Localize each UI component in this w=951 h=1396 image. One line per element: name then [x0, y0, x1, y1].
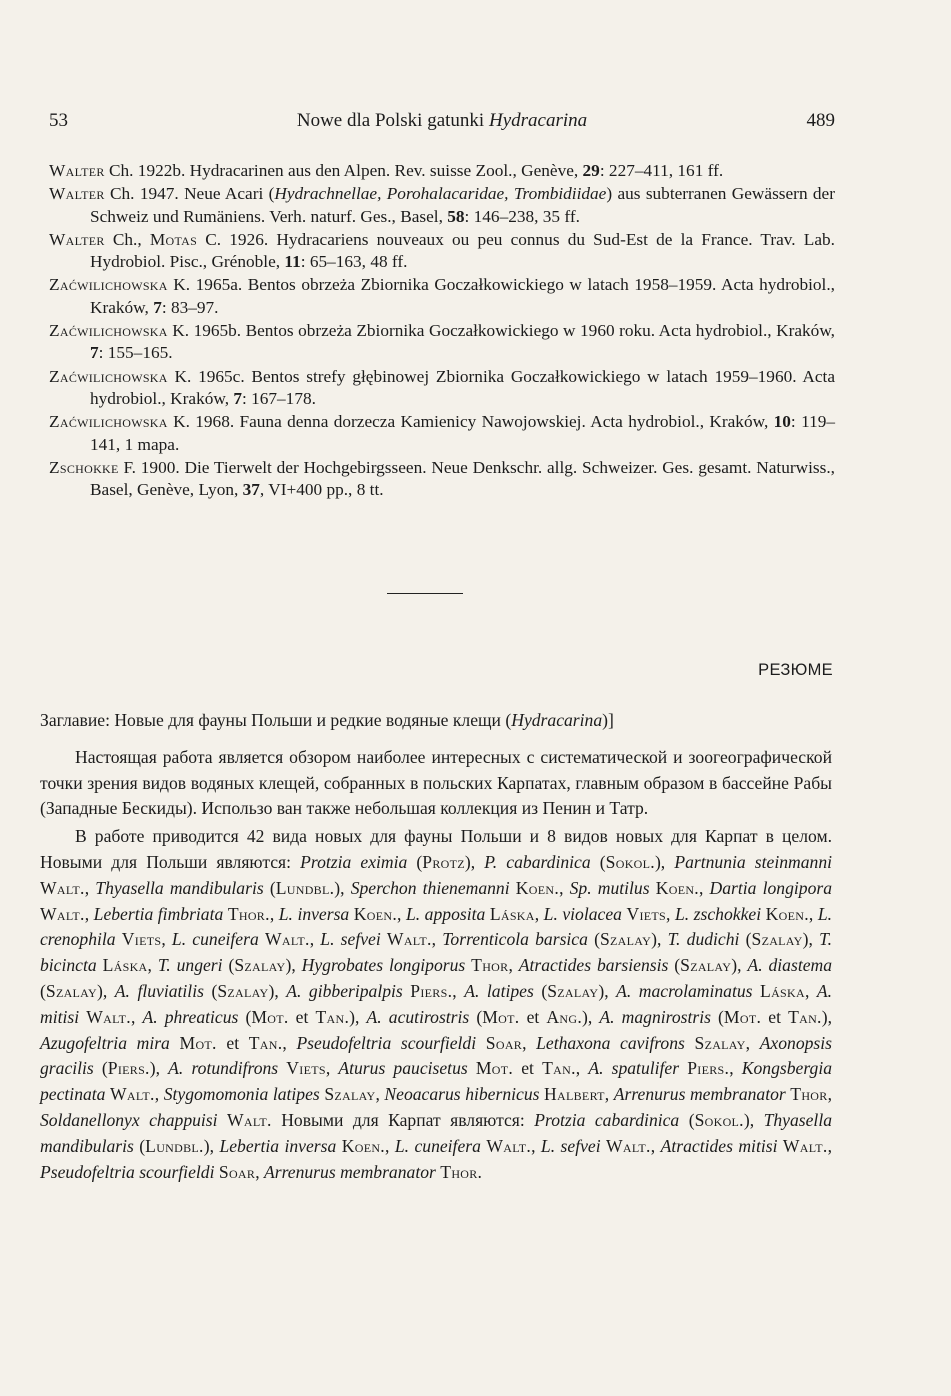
- text-segment: ),: [149, 1058, 169, 1079]
- text-segment: В работе приводится 42 вида новых для фауны Польши и 8 видов новых для Карпат в целом. Новыми для Польши являются:: [40, 826, 832, 872]
- ref-text: K. 1965a. Bentos obrzeża Zbiornika Goczałkowickiego w latach 1958–1959. Acta hydrobiol., Kraków,: [90, 275, 835, 317]
- reference-entry: [49, 229, 835, 274]
- author-abbrev: Tan.: [315, 1006, 350, 1027]
- species-name: Lethaxona cavifrons: [536, 1032, 685, 1053]
- text-segment: ),: [349, 1006, 367, 1027]
- running-header: [49, 110, 835, 136]
- species-name: Partnunia steinmanni: [674, 851, 833, 872]
- ref-volume: 7: [90, 343, 99, 363]
- text-segment: ),: [802, 929, 820, 950]
- text-segment: ,: [452, 980, 465, 1001]
- author-abbrev: Viets: [286, 1058, 326, 1079]
- species-name: Pseudofeltria scourfieldi: [296, 1032, 477, 1053]
- author-abbrev: Szalay: [547, 980, 599, 1001]
- text-segment: (: [40, 980, 46, 1001]
- text-segment: (: [222, 955, 235, 976]
- text-segment: ,: [431, 929, 443, 950]
- reference-entry: [49, 320, 835, 365]
- author-abbrev: Piers.: [410, 980, 453, 1001]
- species-name: L. cuneifera: [171, 929, 259, 950]
- ref-text: , VI+400 pp., 8 tt.: [259, 480, 384, 500]
- text-segment: ,: [650, 1135, 661, 1156]
- text-segment: [753, 981, 761, 1001]
- text-segment: ,: [827, 1084, 832, 1105]
- ref-text: : 167–178.: [242, 388, 316, 408]
- species-name: Pseudofeltria scourfieldi: [40, 1161, 215, 1182]
- text-segment: et: [216, 1032, 249, 1053]
- species-name: A. phreaticus: [142, 1006, 239, 1027]
- text-segment: ,: [827, 1135, 833, 1156]
- text-segment: ,: [729, 1058, 742, 1079]
- author-abbrev: Koen.: [655, 877, 699, 898]
- author-abbrev: Walt.: [386, 929, 432, 950]
- text-segment: (: [590, 851, 606, 872]
- ref-text: : 65–163, 48 ff.: [300, 252, 408, 272]
- text-segment: ),: [654, 851, 675, 872]
- text-segment: ,: [84, 877, 96, 898]
- text-segment: et: [761, 1006, 789, 1027]
- species-name: Thyasella mandibularis: [40, 1109, 833, 1156]
- reference-list: [49, 160, 835, 502]
- text-segment: (: [739, 929, 752, 950]
- text-segment: ),: [821, 1006, 833, 1027]
- author-abbrev: Walt.: [227, 1109, 272, 1130]
- text-segment: ,: [508, 955, 519, 976]
- ref-volume: 7: [153, 297, 162, 317]
- text-segment: ,: [309, 929, 321, 950]
- ref-text: C. 1926. Hydracariens nouveaux ou peu connus du Sud-Est de la France. Trav. Lab. Hydrobiol. Pisc., Grénoble,: [90, 229, 835, 272]
- author-abbrev: Koen.: [353, 903, 398, 924]
- ref-text: Ch. 1922b. Hydracarinen aus den Alpen. Rev. suisse Zool., Genève,: [104, 161, 583, 180]
- author-abbrev: Piers.: [687, 1058, 730, 1079]
- author-abbrev: Walt.: [782, 1135, 828, 1156]
- text-segment: (: [710, 1006, 724, 1027]
- species-name: A. rotundifrons: [168, 1058, 279, 1079]
- author-abbrev: Tan.: [248, 1032, 283, 1053]
- species-name: Stygomomonia latipes: [163, 1084, 320, 1105]
- species-name: L. sefvei: [320, 929, 381, 950]
- species-name: L. apposita: [405, 903, 486, 924]
- species-name: A. latipes: [464, 980, 534, 1001]
- text-segment: [476, 1033, 486, 1053]
- text-segment: (: [668, 955, 681, 976]
- text-segment: (: [587, 929, 600, 950]
- author-abbrev: Soar: [218, 1161, 256, 1182]
- ref-author: Zschokke: [49, 457, 119, 477]
- text-segment: [218, 1110, 227, 1130]
- species-name: Aturus paucisetus: [338, 1058, 468, 1079]
- species-name: A. mitisi: [40, 980, 833, 1027]
- ref-text: Ch.,: [104, 229, 150, 249]
- text-segment: ,: [522, 1032, 537, 1053]
- text-segment: ,: [804, 980, 817, 1001]
- author-abbrev: Szalay: [599, 929, 652, 950]
- species-name: A. acutirostris: [366, 1006, 470, 1027]
- text-segment: (: [203, 980, 218, 1001]
- species-name: Torrenticola barsica: [442, 929, 588, 950]
- text-segment: ,: [808, 903, 818, 924]
- ref-text: ) aus subterranen Gewässern der Schweiz und Rumäniens. Verh. naturf. Ges., Basel,: [90, 184, 835, 226]
- author-abbrev: Szalay: [217, 980, 269, 1001]
- text-segment: ,: [84, 903, 94, 924]
- text-segment: [685, 1033, 695, 1053]
- species-name: Dartia longipora: [709, 877, 833, 898]
- species-name: Lebertia inversa: [219, 1135, 337, 1156]
- text-segment: ),: [268, 980, 287, 1001]
- text-segment: ,: [161, 929, 172, 950]
- text-segment: ),: [97, 980, 115, 1001]
- text-segment: et: [288, 1006, 316, 1027]
- text-segment: ),: [731, 955, 748, 976]
- running-title: [49, 110, 835, 132]
- species-name: A. fluviatilis: [114, 980, 204, 1001]
- author-abbrev: Mot.: [179, 1032, 217, 1053]
- species-name: T. ungeri: [157, 955, 223, 976]
- species-name: Kongsbergia pectinata: [40, 1058, 833, 1105]
- species-name: A. magnirostris: [599, 1006, 711, 1027]
- species-name: Arrenurus membranator: [613, 1084, 786, 1105]
- text-segment: ,: [269, 903, 279, 924]
- author-abbrev: Tan.: [542, 1058, 576, 1079]
- species-name: L. violacea: [543, 903, 622, 924]
- author-abbrev: Sokol.: [605, 851, 655, 872]
- text-segment: ),: [464, 851, 485, 872]
- author-abbrev: Thor: [471, 955, 509, 976]
- species-name: A. spatulifer: [588, 1058, 680, 1079]
- author-abbrev: Koen.: [765, 903, 809, 924]
- species-name: Protzia eximia: [300, 851, 408, 872]
- text-segment: (: [533, 980, 548, 1001]
- author-abbrev: Láska: [489, 903, 535, 924]
- text-segment: [170, 1033, 180, 1053]
- ref-author: Motas: [149, 229, 198, 249]
- ref-text: K. 1965c. Bentos strefy głębinowej Zbiornika Goczałkowickiego w latach 1959–1960. Acta hydrobiol., Kraków,: [90, 366, 835, 408]
- author-abbrev: Szalay: [751, 929, 803, 950]
- species-name: Neoacarus hibernicus: [384, 1084, 540, 1105]
- ref-text: K. 1965b. Bentos obrzeża Zbiornika Goczałkowickiego w 1960 roku. Acta hydrobiol., Kraków,: [167, 321, 835, 341]
- species-name: Atractides barsiensis: [518, 955, 669, 976]
- author-abbrev: Protz: [422, 851, 465, 872]
- species-name: A. gibberipalpis: [286, 980, 403, 1001]
- author-abbrev: Tan.: [788, 1006, 822, 1027]
- author-abbrev: Piers.: [107, 1058, 150, 1079]
- species-name: Protzia cabardinica: [534, 1109, 680, 1130]
- text-segment: ),: [743, 1109, 764, 1130]
- species-name: Soldanellonyx chappuisi: [40, 1109, 218, 1130]
- species-name: Axonopsis gracilis: [40, 1032, 833, 1079]
- species-name: A. macrolaminatus: [616, 980, 753, 1001]
- author-abbrev: Sokol.: [694, 1109, 744, 1130]
- text-segment: (: [407, 851, 423, 872]
- species-name: Lebertia fimbriata: [93, 903, 224, 924]
- ref-text: Ch. 1947. Neue Acari (: [104, 184, 275, 204]
- reference-entry: [49, 366, 835, 411]
- author-abbrev: Mot.: [251, 1006, 289, 1027]
- text-segment: ,: [385, 1135, 395, 1156]
- author-abbrev: Walt.: [40, 903, 85, 924]
- text-segment: ),: [334, 877, 351, 898]
- text-segment: ,: [282, 1032, 297, 1053]
- resume-paragraph-1: Настоящая работа является обзором наиболее интересных с систематической и зоогеографической точки зрения видов водяных клещей, собранных в польских Карпатах, главным образом в бассейне Рабы (Западные Бескиды). Использо ван также небольшая коллекция из Пенин и Татр.: [40, 746, 832, 819]
- text-segment: (: [238, 1006, 252, 1027]
- author-abbrev: Walt.: [110, 1084, 155, 1105]
- species-name: Hygrobates longiporus: [301, 955, 466, 976]
- author-abbrev: Thor.: [440, 1161, 483, 1182]
- species-name: T. bicincta: [40, 929, 832, 976]
- author-abbrev: Koen.: [341, 1135, 385, 1156]
- ref-author: Zaćwilichowska: [49, 412, 168, 432]
- species-name: Atractides mitisi: [660, 1135, 778, 1156]
- text-segment: (: [93, 1058, 108, 1079]
- reference-entry: [49, 274, 835, 319]
- author-abbrev: Szalay: [234, 955, 286, 976]
- species-name: Arrenurus membranator: [263, 1161, 436, 1182]
- text-segment: ,: [699, 877, 710, 898]
- text-segment: (: [679, 1109, 695, 1130]
- resume-body: [40, 708, 832, 1185]
- author-abbrev: Walt.: [86, 1006, 131, 1027]
- species-name: Sp. mutilus: [569, 877, 650, 898]
- page-number-left: 53: [49, 110, 68, 131]
- species-name: P. cabardinica: [484, 851, 591, 872]
- ref-text: F. 1900. Die Tierwelt der Hochgebirgsseen. Neue Denkschr. allg. Schweizer. Ges. gesamt. Naturwiss., Basel, Genève, Lyon,: [90, 457, 835, 500]
- reference-entry: [49, 457, 835, 502]
- text-segment: (: [133, 1135, 146, 1156]
- ref-author: Walter: [49, 229, 105, 249]
- author-abbrev: Viets: [626, 903, 667, 924]
- ref-text: : 83–97.: [161, 297, 219, 317]
- resume-title-italic: Hydracarina: [511, 710, 603, 730]
- author-abbrev: Thor: [790, 1084, 828, 1105]
- text-segment: ),: [598, 980, 617, 1001]
- author-abbrev: Walt.: [264, 929, 310, 950]
- author-abbrev: Walt.: [606, 1135, 651, 1156]
- text-segment: ,: [604, 1084, 614, 1105]
- text-segment: ),: [285, 955, 302, 976]
- text-segment: ,: [559, 877, 570, 898]
- text-segment: Новыми для Карпат являются:: [271, 1109, 535, 1130]
- text-segment: ,: [575, 1058, 589, 1079]
- author-abbrev: Koen.: [515, 877, 560, 898]
- text-segment: ,: [147, 955, 158, 976]
- text-segment: et: [513, 1058, 543, 1079]
- text-segment: et: [519, 1006, 547, 1027]
- ref-author: Zaćwilichowska: [49, 366, 168, 386]
- species-name: Azugofeltria mira: [40, 1032, 170, 1053]
- ref-volume: 7: [233, 388, 242, 408]
- author-abbrev: Szalay: [680, 955, 732, 976]
- running-title-italic: Hydracarina: [488, 110, 588, 131]
- resume-paragraph-2: [40, 824, 832, 1185]
- species-name: L. sefvei: [540, 1135, 601, 1156]
- text-segment: ,: [154, 1084, 164, 1105]
- ref-volume: 37: [242, 480, 260, 500]
- text-segment: (: [469, 1006, 483, 1027]
- author-abbrev: Halbert: [544, 1084, 605, 1105]
- ref-italic: Hydrachnellae, Porohalacaridae, Trombidiidae: [274, 184, 607, 204]
- species-name: Sperchon thienemanni: [350, 877, 510, 898]
- author-abbrev: Thor.: [227, 903, 270, 924]
- author-abbrev: Lundbl.: [145, 1135, 204, 1156]
- ref-author: Walter: [49, 184, 105, 204]
- ref-text: : 155–165.: [98, 343, 173, 363]
- section-divider: [387, 593, 463, 594]
- species-name: L. cuneifera: [394, 1135, 481, 1156]
- text-segment: [468, 1058, 476, 1078]
- text-segment: ,: [745, 1032, 760, 1053]
- ref-volume: 11: [284, 252, 301, 272]
- text-segment: ,: [130, 1006, 143, 1027]
- text-segment: ,: [531, 1135, 541, 1156]
- page-number-right: 489: [806, 110, 835, 131]
- text-segment: [679, 1058, 687, 1078]
- author-abbrev: Szalay: [694, 1032, 746, 1053]
- ref-volume: 10: [773, 412, 791, 432]
- author-abbrev: Ang.: [546, 1006, 583, 1027]
- author-abbrev: Mot.: [723, 1006, 762, 1027]
- author-abbrev: Walt.: [486, 1135, 532, 1156]
- text-segment: ,: [534, 903, 544, 924]
- resume-title-text: Заглавие: Новые для фауны Польши и редкие водяные клещи (: [40, 710, 512, 730]
- species-name: L. crenophila: [40, 903, 833, 950]
- text-segment: ,: [255, 1161, 264, 1182]
- reference-entry: [49, 183, 835, 228]
- species-name: L. zschokkei: [674, 903, 762, 924]
- species-name: T. dudichi: [667, 929, 740, 950]
- text-segment: ),: [582, 1006, 600, 1027]
- text-segment: ,: [375, 1084, 385, 1105]
- ref-author: Walter: [49, 161, 105, 180]
- author-abbrev: Láska: [102, 955, 148, 976]
- author-abbrev: Szalay: [45, 980, 98, 1001]
- ref-volume: 58: [447, 206, 465, 226]
- author-abbrev: Lundbl.: [275, 877, 335, 898]
- species-name: L. inversa: [278, 903, 350, 924]
- reference-entry: [49, 160, 835, 182]
- author-abbrev: Mot.: [482, 1006, 520, 1027]
- running-title-text: Nowe dla Polski gatunki: [296, 110, 489, 131]
- text-segment: ),: [203, 1135, 220, 1156]
- author-abbrev: Soar: [485, 1032, 523, 1053]
- text-segment: ),: [651, 929, 668, 950]
- resume-title: [40, 708, 832, 734]
- ref-text: : 119–141, 1 mapa.: [90, 412, 835, 454]
- ref-author: Zaćwilichowska: [49, 275, 168, 295]
- text-segment: ,: [397, 903, 406, 924]
- ref-volume: 29: [582, 161, 600, 180]
- resume-heading: РЕЗЮМЕ: [758, 661, 833, 679]
- species-name: A. diastema: [747, 955, 833, 976]
- ref-text: : 146–238, 35 ff.: [464, 206, 580, 226]
- ref-text: K. 1968. Fauna denna dorzecza Kamienicy Nawojowskiej. Acta hydrobiol., Kraków,: [167, 412, 774, 432]
- resume-title-suffix: )]: [602, 710, 614, 730]
- reference-entry: [49, 411, 835, 456]
- author-abbrev: Szalay: [324, 1084, 376, 1105]
- species-name: Thyasella mandibularis: [95, 877, 264, 898]
- ref-author: Zaćwilichowska: [49, 321, 168, 341]
- text-segment: ,: [666, 903, 675, 924]
- author-abbrev: Mot.: [475, 1058, 514, 1079]
- ref-text: : 227–411, 161 ff.: [599, 161, 724, 180]
- author-abbrev: Láska: [760, 980, 805, 1001]
- author-abbrev: Walt.: [40, 877, 85, 898]
- text-segment: (: [263, 877, 276, 898]
- text-segment: ,: [325, 1058, 339, 1079]
- author-abbrev: Viets: [121, 929, 162, 950]
